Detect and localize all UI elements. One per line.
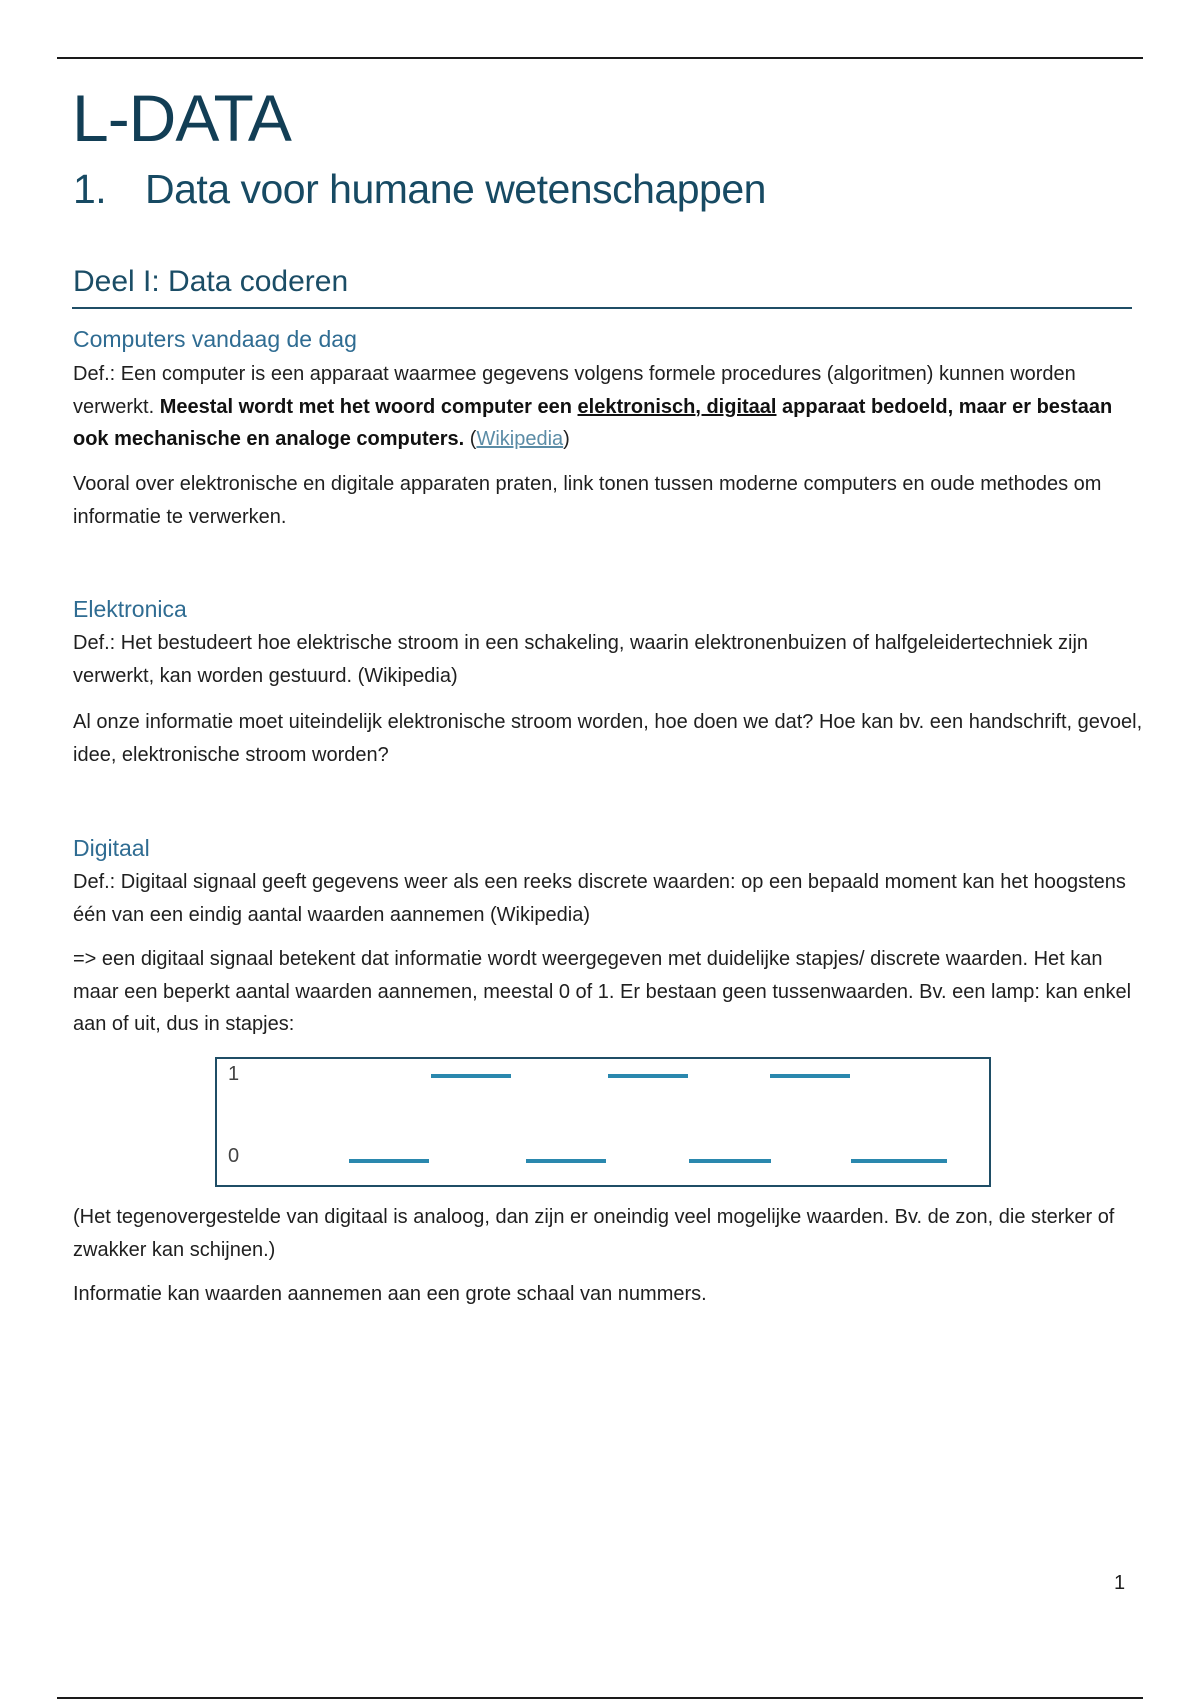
signal-segment-low [851, 1159, 947, 1163]
signal-segment-high [608, 1074, 688, 1078]
part-heading-rule [72, 307, 1132, 309]
def-bold-end-text: apparaat bedoeld, maar er bestaan ook mechanische en analoge computers. [73, 395, 1113, 450]
level-label-low: 0 [228, 1145, 240, 1167]
paragraph-elektronica: Al onze informatie moet uiteindelijk elektronische stroom worden, hoe doen we dat? Hoe kan bv. een handschrift, gevoel, idee, elektronische stroom worden? [73, 711, 1143, 766]
paren-close: ) [563, 428, 570, 450]
bottom-rule [57, 1697, 1143, 1699]
paren-open: ( [464, 428, 477, 450]
signal-segment-high [770, 1074, 850, 1078]
section-heading-computers: Computers vandaag de dag [73, 326, 357, 352]
def-bold-text: Meestal wordt met het woord computer een [159, 395, 578, 418]
digital-signal-diagram [215, 1057, 991, 1187]
paragraph-digitaal: => een digitaal signaal betekent dat informatie wordt weergegeven met duidelijke stapjes/ discrete waarden. Het kan maar een beperkt aantal waarden aannemen, meestal 0 of 1. Er bestaan geen tussenwaarden. Bv. een lamp: kan enkel aan of uit, dus in stapjes: [73, 948, 1132, 1035]
paragraph-informatie: Informatie kan waarden aannemen aan een grote schaal van nummers. [73, 1283, 707, 1305]
definition-computers [73, 358, 1133, 456]
page-number: 1 [1114, 1572, 1126, 1594]
level-label-high: 1 [228, 1063, 240, 1085]
section-heading-digitaal: Digitaal [73, 835, 150, 861]
chapter-title: Data voor humane wetenschappen [145, 166, 766, 212]
signal-segment-low [526, 1159, 606, 1163]
chapter-number: 1. [73, 166, 107, 212]
signal-segment-low [349, 1159, 429, 1163]
def-underlined-text: elektronisch, digitaal [577, 395, 777, 418]
chapter-heading [73, 166, 766, 213]
part-heading: Deel I: Data coderen [73, 265, 349, 298]
signal-segment-high [431, 1074, 511, 1078]
signal-segment-low [689, 1159, 771, 1163]
def-text: Def.: Een computer is een apparaat waarmee gegevens volgens formele procedures (algoritmen) kunnen worden verwerkt. [73, 363, 1076, 418]
definition-digitaal: Def.: Digitaal signaal geeft gegevens weer als een reeks discrete waarden: op een bepaald moment kan het hoogstens één van een eindig aantal waarden aannemen (Wikipedia) [73, 871, 1126, 926]
paragraph-analoog: (Het tegenovergestelde van digitaal is analoog, dan zijn er oneindig veel mogelijke waarden. Bv. de zon, die sterker of zwakker kan schijnen.) [73, 1206, 1115, 1261]
definition-elektronica: Def.: Het bestudeert hoe elektrische stroom in een schakeling, waarin elektronenbuizen of halfgeleidertechniek zijn verwerkt, kan worden gestuurd. (Wikipedia) [73, 632, 1089, 687]
wikipedia-link[interactable]: Wikipedia [476, 428, 564, 450]
document-title: L-DATA [72, 81, 291, 155]
paragraph-computers: Vooral over elektronische en digitale apparaten praten, link tonen tussen moderne computers en oude methodes om informatie te verwerken. [73, 473, 1102, 528]
section-heading-elektronica: Elektronica [73, 596, 187, 622]
top-rule [57, 57, 1143, 59]
